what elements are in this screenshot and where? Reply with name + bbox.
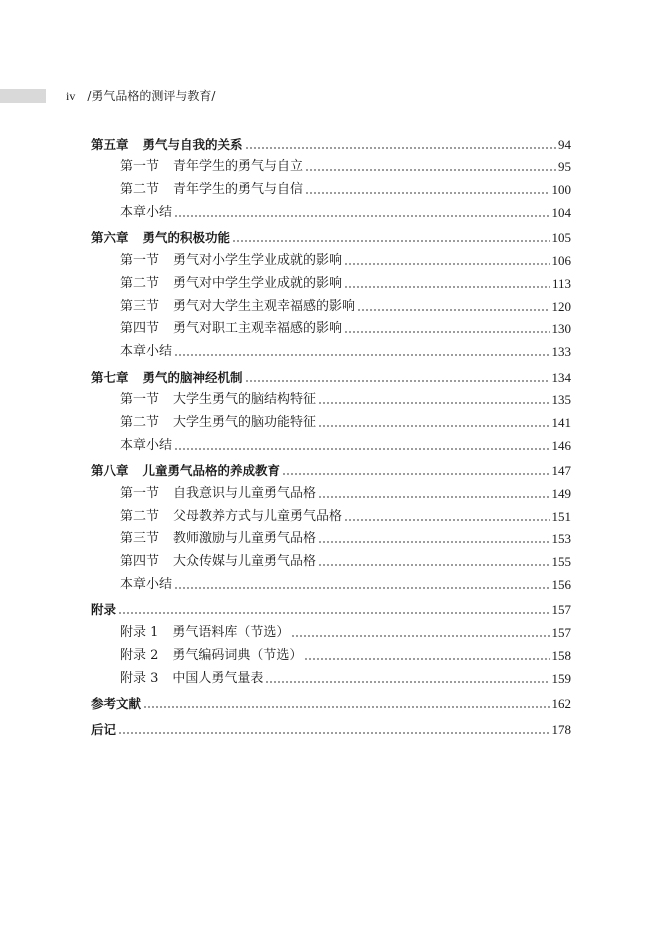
toc-page-number: 135 bbox=[551, 392, 571, 408]
toc-page-number: 141 bbox=[551, 414, 571, 430]
toc-chapter-entry[interactable] bbox=[91, 457, 571, 480]
dot-leader bbox=[357, 309, 549, 311]
toc-entry-title: 附录 bbox=[91, 602, 117, 618]
toc-entry-title: 大众传媒与儿童勇气品格 bbox=[173, 554, 317, 570]
toc-section-entry[interactable] bbox=[91, 618, 571, 641]
toc-section-entry[interactable] bbox=[91, 198, 571, 221]
toc-entry-number: 第三节 bbox=[120, 531, 160, 547]
toc-entry-label bbox=[120, 158, 303, 175]
toc-entry-title: 中国人勇气量表 bbox=[172, 670, 264, 686]
dot-leader bbox=[344, 263, 549, 265]
toc-page-number: 159 bbox=[551, 670, 571, 686]
toc-entry-number: 第一节 bbox=[120, 159, 160, 175]
toc-page-number: 149 bbox=[551, 486, 571, 501]
toc-entry-title: 后记 bbox=[91, 721, 117, 737]
toc-entry-label bbox=[91, 462, 280, 479]
toc-entry-number: 附录 3 bbox=[120, 670, 159, 686]
toc-page-number: 147 bbox=[551, 463, 571, 479]
toc-entry-title: 勇气编码词典（节选） bbox=[172, 647, 303, 663]
dot-leader bbox=[318, 425, 549, 427]
dot-leader bbox=[282, 473, 549, 475]
toc-entry-label bbox=[120, 647, 302, 664]
toc-entry-number: 第五章 bbox=[91, 136, 129, 152]
dot-leader bbox=[118, 612, 549, 614]
toc-entry-title: 自我意识与儿童勇气品格 bbox=[173, 486, 317, 501]
toc-entry-label bbox=[120, 508, 342, 525]
dot-leader bbox=[245, 147, 556, 149]
toc-chapter-entry[interactable] bbox=[91, 363, 571, 386]
dot-leader bbox=[143, 706, 549, 708]
toc-page-number: 113 bbox=[551, 275, 571, 291]
toc-entry-number: 第三节 bbox=[120, 298, 160, 314]
toc-entry-title: 勇气与自我的关系 bbox=[142, 136, 243, 152]
toc-section-entry[interactable] bbox=[91, 525, 571, 548]
toc-page-number: 104 bbox=[551, 204, 571, 220]
toc-page-number: 100 bbox=[551, 182, 571, 198]
book-title: /勇气品格的测评与教育/ bbox=[87, 89, 216, 103]
toc-entry-title: 参考文献 bbox=[91, 696, 142, 712]
toc-section-entry[interactable] bbox=[91, 315, 571, 338]
toc-entry-label bbox=[120, 204, 172, 221]
toc-section-entry[interactable] bbox=[91, 386, 571, 409]
dot-leader bbox=[318, 496, 549, 498]
toc-entry-label bbox=[91, 695, 141, 712]
table-of-contents bbox=[91, 130, 571, 738]
toc-chapter-entry[interactable] bbox=[91, 596, 571, 619]
dot-leader bbox=[174, 448, 549, 450]
toc-entry-title: 勇气对职工主观幸福感的影响 bbox=[173, 321, 343, 337]
dot-leader bbox=[118, 732, 549, 734]
dot-leader bbox=[344, 286, 550, 288]
toc-section-entry[interactable] bbox=[91, 570, 571, 593]
toc-entry-number: 第八章 bbox=[91, 463, 129, 479]
toc-entry-title: 勇气对小学生学业成就的影响 bbox=[173, 253, 343, 269]
toc-page-number: 178 bbox=[551, 721, 571, 737]
toc-section-entry[interactable] bbox=[91, 153, 571, 176]
toc-entry-number: 第一节 bbox=[120, 392, 160, 408]
toc-entry-number: 第二节 bbox=[120, 508, 160, 524]
toc-entry-title: 勇气的积极功能 bbox=[142, 230, 231, 246]
toc-page-number: 146 bbox=[551, 437, 571, 453]
dot-leader bbox=[305, 192, 549, 194]
toc-entry-title: 儿童勇气品格的养成教育 bbox=[142, 463, 281, 479]
toc-entry-label bbox=[120, 252, 342, 269]
toc-section-entry[interactable] bbox=[91, 641, 571, 664]
dot-leader bbox=[174, 587, 549, 589]
dot-leader bbox=[304, 658, 549, 660]
toc-entry-label bbox=[120, 576, 172, 593]
toc-page-number: 130 bbox=[551, 321, 571, 337]
dot-leader bbox=[344, 519, 549, 521]
dot-leader bbox=[291, 635, 549, 637]
toc-entry-label bbox=[120, 437, 172, 454]
toc-entry-label bbox=[120, 320, 342, 337]
toc-entry-label bbox=[91, 601, 116, 618]
toc-section-entry[interactable] bbox=[91, 479, 571, 502]
toc-entry-title: 本章小结 bbox=[120, 343, 173, 359]
toc-entry-label bbox=[120, 391, 316, 408]
toc-entry-title: 青年学生的勇气与自信 bbox=[173, 182, 304, 198]
toc-section-entry[interactable] bbox=[91, 547, 571, 570]
toc-entry-number: 第四节 bbox=[120, 554, 160, 570]
toc-entry-label bbox=[120, 485, 316, 502]
toc-chapter-entry[interactable] bbox=[91, 690, 571, 713]
toc-page-number: 155 bbox=[551, 554, 571, 570]
toc-entry-title: 父母教养方式与儿童勇气品格 bbox=[173, 508, 343, 524]
toc-page-number: 162 bbox=[551, 696, 571, 712]
toc-entry-label bbox=[120, 275, 342, 292]
toc-page-number: 120 bbox=[551, 298, 571, 314]
toc-entry-title: 教师激励与儿童勇气品格 bbox=[173, 531, 317, 547]
header-tab-marker bbox=[0, 89, 46, 103]
toc-entry-title: 大学生勇气的脑功能特征 bbox=[173, 414, 317, 430]
toc-page-number: 153 bbox=[551, 531, 571, 547]
toc-page-number: 158 bbox=[551, 647, 571, 663]
dot-leader bbox=[344, 331, 549, 333]
toc-entry-label bbox=[120, 414, 316, 431]
dot-leader bbox=[174, 215, 549, 217]
dot-leader bbox=[318, 541, 549, 543]
toc-entry-label bbox=[120, 670, 263, 687]
toc-entry-label bbox=[91, 229, 230, 246]
toc-entry-label bbox=[120, 624, 289, 641]
toc-section-entry[interactable] bbox=[91, 408, 571, 431]
toc-section-entry[interactable] bbox=[91, 175, 571, 198]
toc-entry-title: 大学生勇气的脑结构特征 bbox=[173, 392, 317, 408]
toc-entry-label bbox=[120, 181, 303, 198]
toc-entry-label bbox=[120, 530, 316, 547]
toc-page-number: 94 bbox=[558, 136, 571, 152]
dot-leader bbox=[174, 354, 549, 356]
toc-page-number: 157 bbox=[551, 602, 571, 618]
toc-chapter-entry[interactable] bbox=[91, 130, 571, 153]
dot-leader bbox=[232, 240, 549, 242]
toc-entry-title: 本章小结 bbox=[120, 204, 173, 220]
toc-entry-number: 第二节 bbox=[120, 182, 160, 198]
toc-section-entry[interactable] bbox=[91, 292, 571, 315]
toc-section-entry[interactable] bbox=[91, 246, 571, 269]
toc-entry-title: 勇气对大学生主观幸福感的影响 bbox=[173, 298, 356, 314]
toc-entry-label bbox=[91, 721, 116, 738]
toc-entry-title: 勇气的脑神经机制 bbox=[142, 369, 243, 385]
toc-entry-title: 本章小结 bbox=[120, 437, 173, 453]
toc-entry-label bbox=[91, 369, 243, 386]
toc-entry-number: 第四节 bbox=[120, 321, 160, 337]
toc-page-number: 151 bbox=[551, 508, 571, 524]
toc-chapter-entry[interactable] bbox=[91, 224, 571, 247]
dot-leader bbox=[318, 564, 549, 566]
toc-page-number: 106 bbox=[551, 253, 571, 269]
toc-page-number: 105 bbox=[551, 230, 571, 246]
dot-leader bbox=[245, 380, 550, 382]
toc-section-entry[interactable] bbox=[91, 502, 571, 525]
toc-section-entry[interactable] bbox=[91, 337, 571, 360]
dot-leader bbox=[305, 169, 556, 171]
toc-entry-number: 附录 2 bbox=[120, 647, 159, 663]
dot-leader bbox=[318, 402, 549, 404]
toc-entry-number: 第六章 bbox=[91, 230, 129, 246]
toc-page-number: 156 bbox=[551, 576, 571, 592]
toc-page-number: 134 bbox=[551, 369, 571, 385]
toc-entry-label bbox=[91, 136, 243, 153]
toc-section-entry[interactable] bbox=[91, 664, 571, 687]
running-header bbox=[66, 88, 215, 104]
toc-chapter-entry[interactable] bbox=[91, 715, 571, 738]
page-number-label: iv bbox=[66, 89, 76, 103]
toc-entry-title: 勇气语料库（节选） bbox=[172, 625, 290, 641]
toc-entry-title: 青年学生的勇气与自立 bbox=[173, 159, 304, 175]
toc-page-number: 95 bbox=[558, 159, 571, 175]
toc-entry-label bbox=[120, 553, 316, 570]
toc-section-entry[interactable] bbox=[91, 431, 571, 454]
toc-entry-number: 第一节 bbox=[120, 486, 160, 501]
dot-leader bbox=[265, 681, 549, 683]
toc-entry-number: 第二节 bbox=[120, 414, 160, 430]
toc-entry-title: 本章小结 bbox=[120, 576, 173, 592]
toc-entry-number: 第七章 bbox=[91, 369, 129, 385]
toc-entry-number: 第一节 bbox=[120, 253, 160, 269]
toc-entry-number: 第二节 bbox=[120, 275, 160, 291]
toc-entry-label bbox=[120, 298, 355, 315]
toc-entry-title: 勇气对中学生学业成就的影响 bbox=[173, 275, 343, 291]
toc-section-entry[interactable] bbox=[91, 269, 571, 292]
toc-page-number: 157 bbox=[551, 625, 571, 641]
toc-entry-label bbox=[120, 343, 172, 360]
toc-entry-number: 附录 1 bbox=[120, 625, 159, 641]
toc-page-number: 133 bbox=[551, 343, 571, 359]
